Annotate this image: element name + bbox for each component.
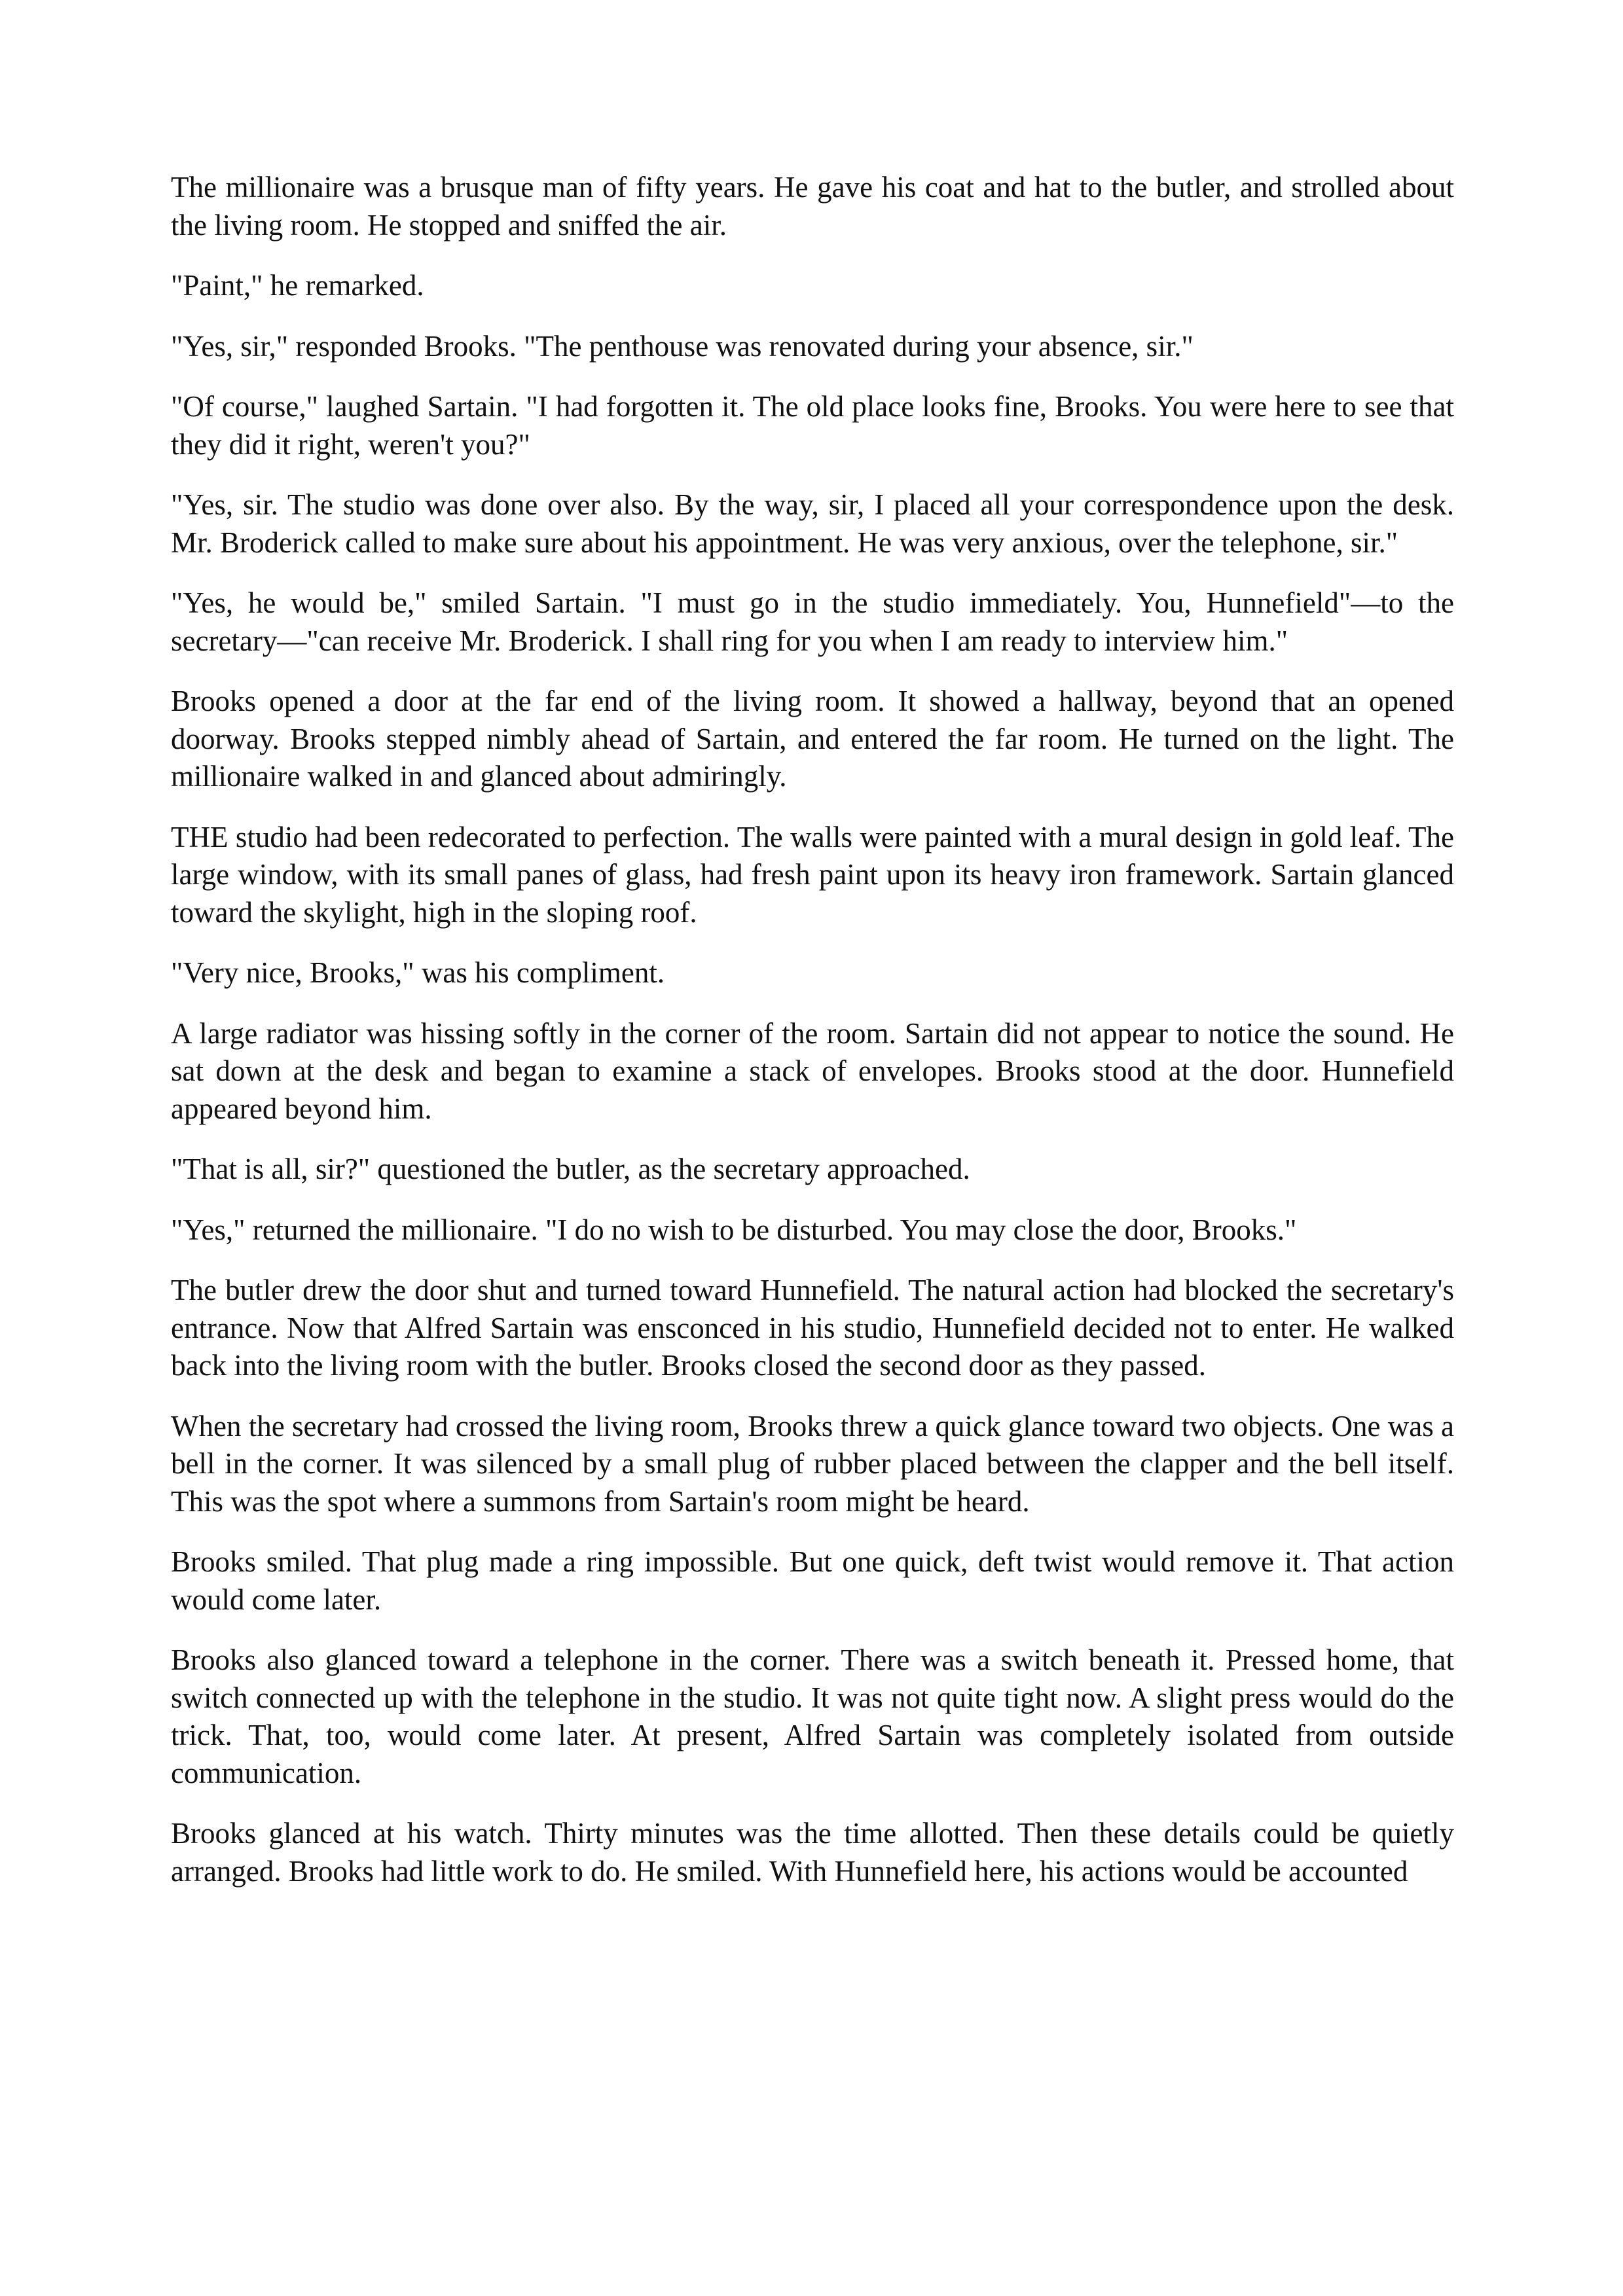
- paragraph-6: "Yes, he would be," smiled Sartain. "I must go in the studio immediately. You, Hunnefield"—to the secretary—"can receive Mr. Broderick. I shall ring for you when I am ready to interview him.": [171, 586, 1454, 657]
- paragraph-8: THE studio had been redecorated to perfection. The walls were painted with a mural design in gold leaf. The large window, with its small panes of glass, had fresh paint upon its heavy iron framework. Sartain glanced toward the skylight, high in the sloping roof.: [171, 820, 1454, 929]
- paragraph-7: Brooks opened a door at the far end of the living room. It showed a hallway, beyond that an opened doorway. Brooks stepped nimbly ahead of Sartain, and entered the far room. He turned on the light. The millionaire walked in and glanced about admiringly.: [171, 685, 1454, 793]
- paragraph-1: The millionaire was a brusque man of fifty years. He gave his coat and hat to the butler, and strolled about the living room. He stopped and sniffed the air.: [171, 171, 1454, 242]
- paragraph-5: "Yes, sir. The studio was done over also. By the way, sir, I placed all your correspondence upon the desk. Mr. Broderick called to make sure about his appointment. He was very anxious, over the telephone, sir.": [171, 488, 1454, 559]
- paragraph-17: Brooks glanced at his watch. Thirty minutes was the time allotted. Then these details could be quietly arranged. Brooks had little work to do. He smiled. With Hunnefield here, his actions would be accounted: [171, 1817, 1454, 1888]
- paragraph-13: The butler drew the door shut and turned toward Hunnefield. The natural action had blocked the secretary's entrance. Now that Alfred Sartain was ensconced in his studio, Hunnefield decided not to enter. He walked back into the living room with the butler. Brooks closed the second door as they passed.: [171, 1274, 1454, 1382]
- paragraph-10: A large radiator was hissing softly in the corner of the room. Sartain did not appear to notice the sound. He sat down at the desk and began to examine a stack of envelopes. Brooks stood at the door. Hunnefield appeared beyond him.: [171, 1016, 1454, 1125]
- paragraph-11: "That is all, sir?" questioned the butler, as the secretary approached.: [171, 1153, 970, 1185]
- paragraph-9: "Very nice, Brooks," was his compliment.: [171, 956, 665, 989]
- paragraph-14: When the secretary had crossed the living room, Brooks threw a quick glance toward two objects. One was a bell in the corner. It was silenced by a small plug of rubber placed between the clapper and the bell itself. This was the spot where a summons from Sartain's room might be heard.: [171, 1409, 1454, 1518]
- body-text: [171, 169, 1454, 1913]
- paragraph-4: "Of course," laughed Sartain. "I had forgotten it. The old place looks fine, Brooks. You were here to see that they did it right, weren't you?": [171, 390, 1454, 461]
- paragraph-2: "Paint," he remarked.: [171, 269, 424, 302]
- paragraph-12: "Yes," returned the millionaire. "I do no wish to be disturbed. You may close the door, Brooks.": [171, 1213, 1297, 1246]
- paragraph-16: Brooks also glanced toward a telephone in the corner. There was a switch beneath it. Pressed home, that switch connected up with the telephone in the studio. It was not quite tight now. A slight press would do the trick. That, too, would come later. At present, Alfred Sartain was completely isolated from outside communication.: [171, 1643, 1454, 1789]
- paragraph-3: "Yes, sir," responded Brooks. "The penthouse was renovated during your absence, sir.": [171, 329, 1194, 363]
- paragraph-15: Brooks smiled. That plug made a ring impossible. But one quick, deft twist would remove it. That action would come later.: [171, 1545, 1454, 1616]
